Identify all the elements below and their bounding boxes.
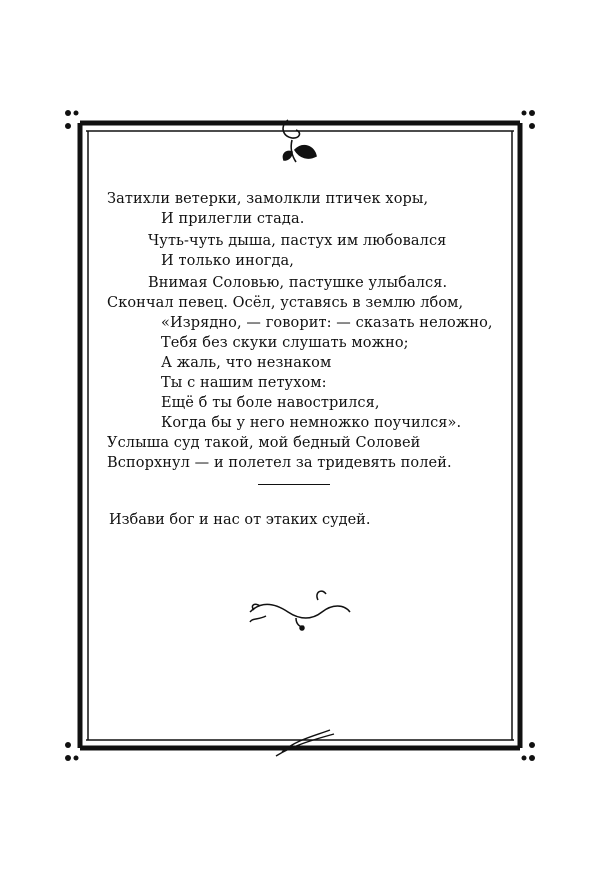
frame-swash-icon (276, 730, 334, 756)
leaf-vignette-icon (283, 120, 316, 162)
moral-line: Избави бог и нас от этаких судей. (109, 512, 371, 528)
poem-line: Услыша суд такой, мой бедный Соловей (107, 435, 421, 451)
poem-line: Тебя без скуки слушать можно; (161, 335, 409, 351)
poem-line: Ты с нашим петухом: (161, 375, 327, 391)
poem-line: Чуть-чуть дыша, пастух им любовался (148, 233, 447, 249)
poem-line: И прилегли стада. (161, 211, 305, 227)
poem-line: Скончал певец. Осёл, уставясь в землю лбом, (107, 295, 464, 311)
poem-line: А жаль, что незнаком (161, 355, 332, 371)
poem-line: Ещё б ты боле навострился, (161, 395, 380, 411)
poem-line: Когда бы у него немножко поучился». (161, 415, 462, 431)
poem-line: «Изрядно, — говорит: — сказать неложно, (161, 315, 493, 331)
poem-line: И только иногда, (161, 253, 294, 269)
poem-line: Вспорхнул — и полетел за тридевять полей. (107, 455, 452, 471)
section-divider (258, 484, 330, 485)
poem-line: Внимая Соловью, пастушке улыбался. (148, 275, 448, 291)
poem-line: Затихли ветерки, замолкли птичек хоры, (107, 191, 429, 207)
flourish-vignette-icon (250, 591, 350, 630)
